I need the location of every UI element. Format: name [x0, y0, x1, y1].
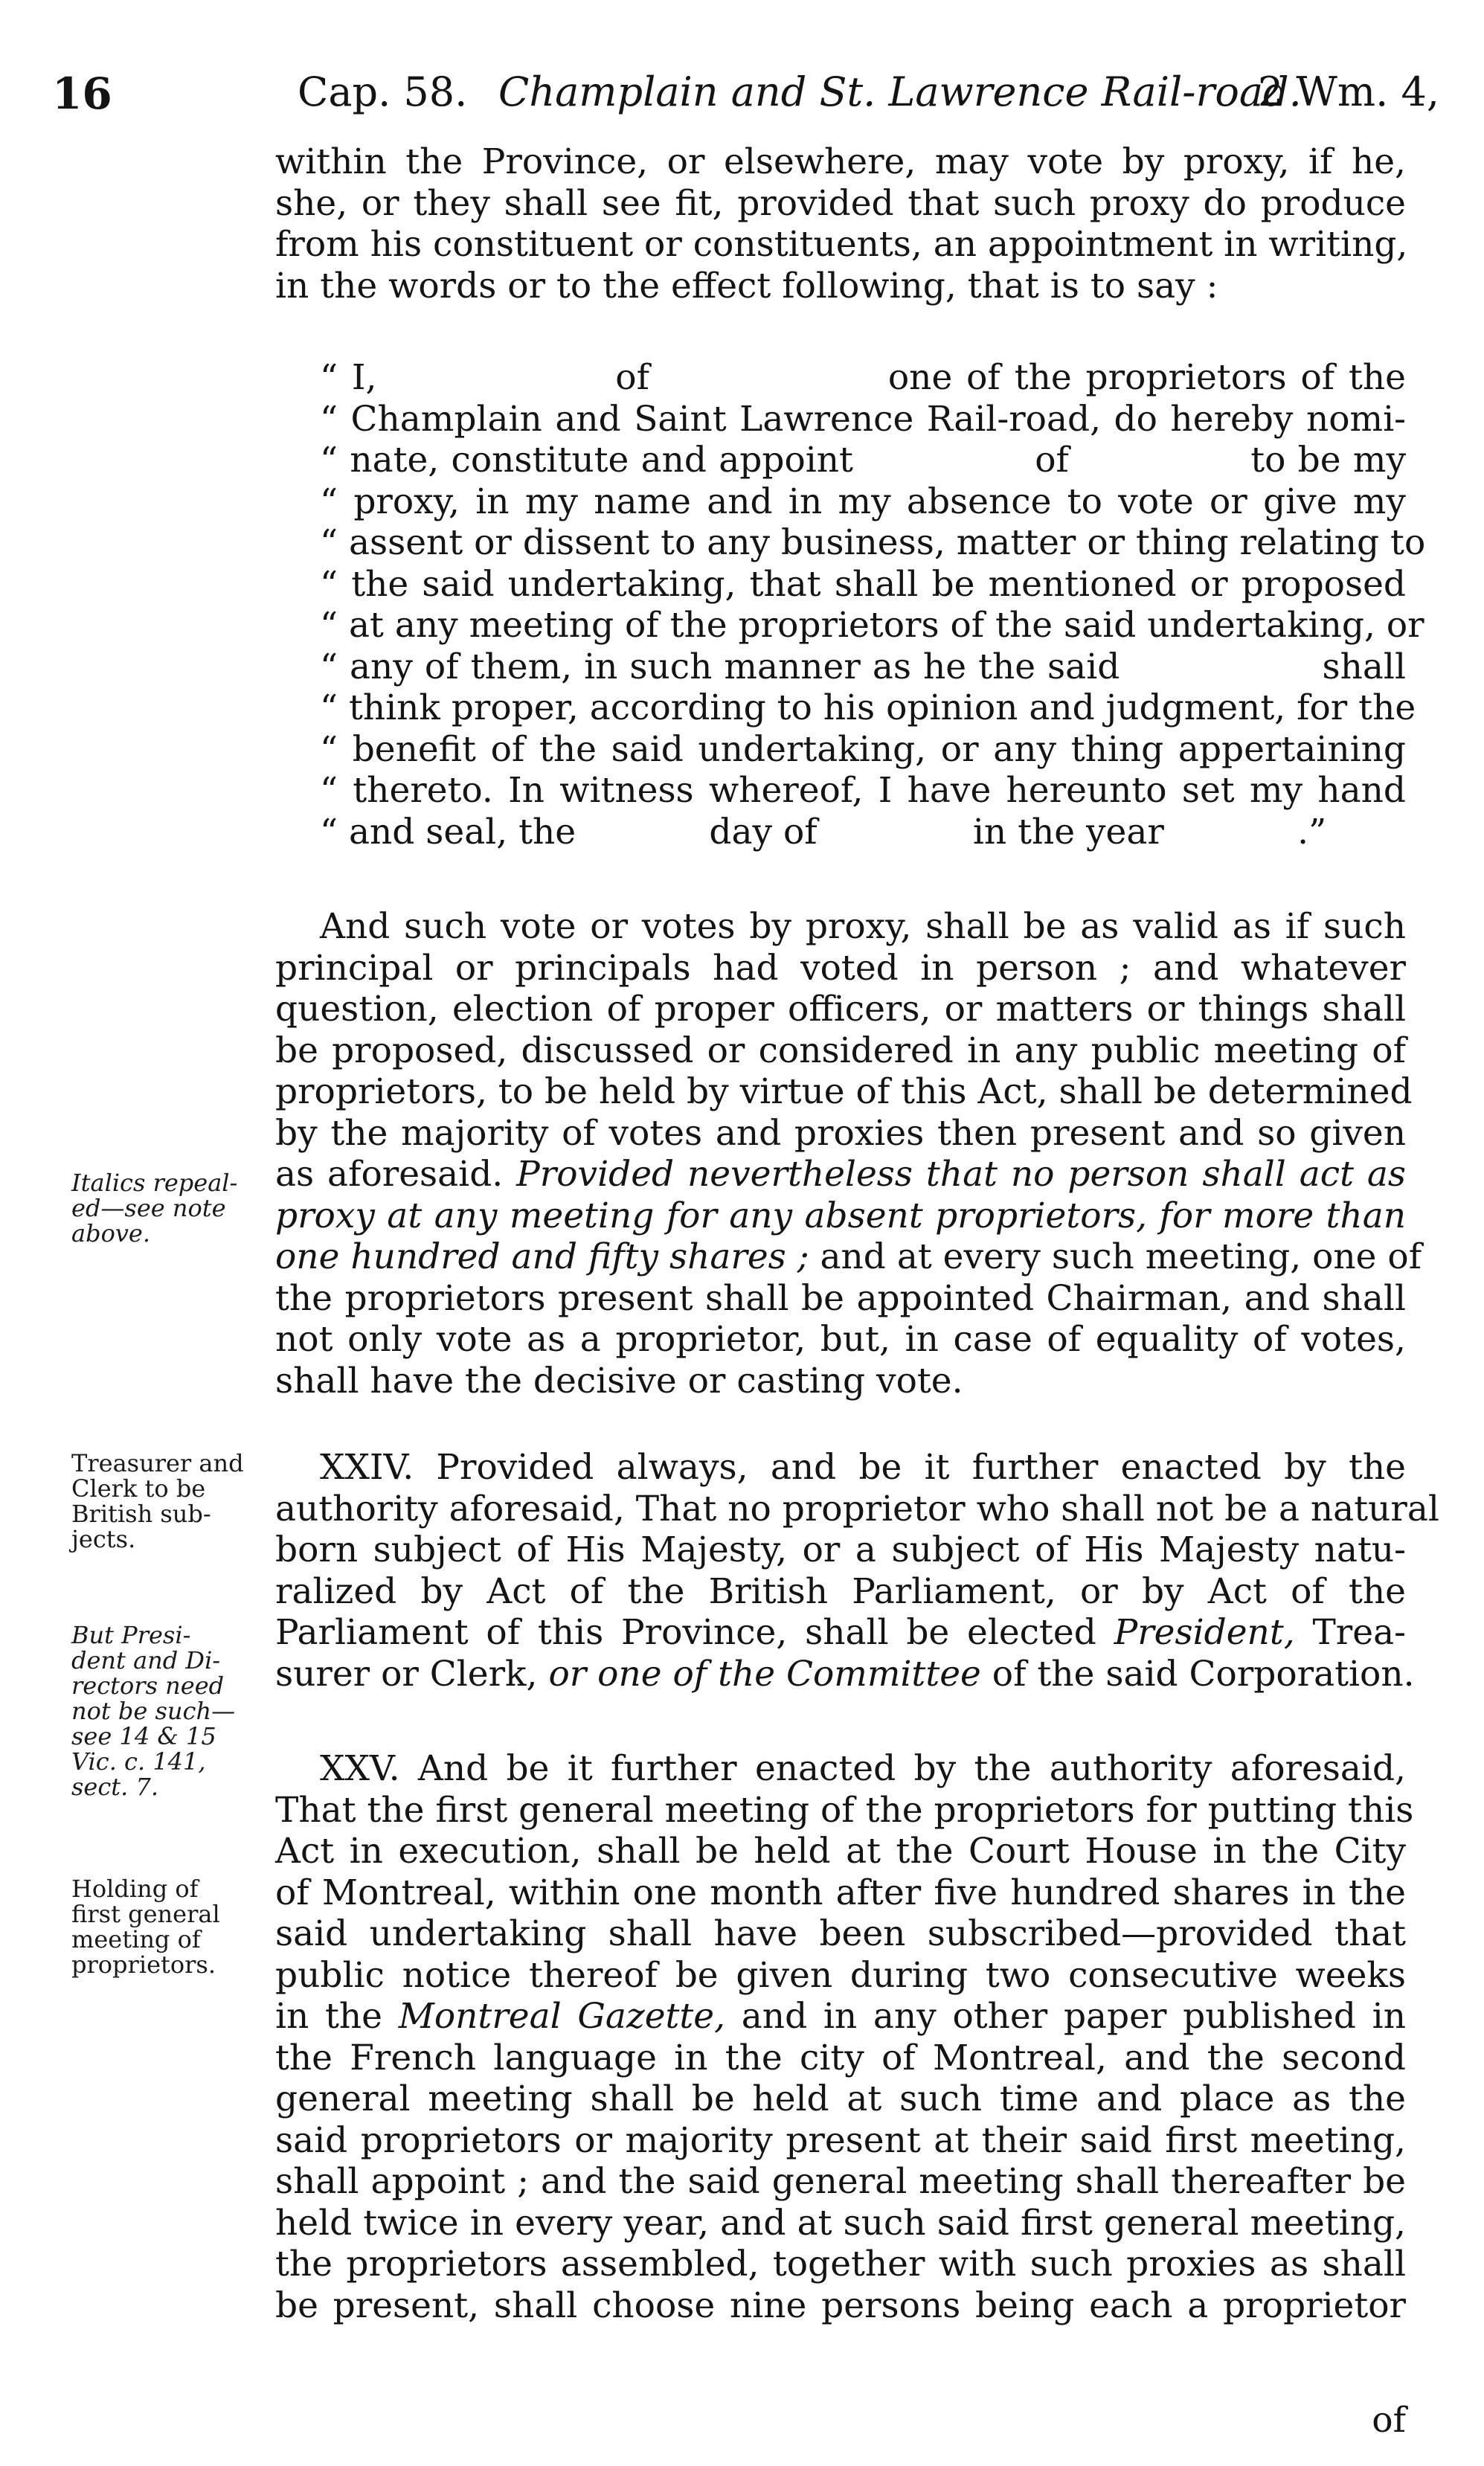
page-header: [52, 68, 1439, 121]
text-line: the proprietors present shall be appointed Chairman, and shall: [275, 1277, 1406, 1319]
form-line: “ Champlain and Saint Lawrence Rail-road, do hereby nomi-: [320, 398, 1406, 440]
note-line: Vic. c. 141,: [71, 1747, 206, 1776]
text-run: and at every such meeting, one of: [820, 1236, 1422, 1277]
text-line: born subject of His Majesty, or a subject of His Majesty natu-: [275, 1529, 1406, 1570]
margin-note-treasurer-clerk: [71, 1451, 272, 1552]
intro-paragraph: [275, 141, 1406, 306]
italic-run: Provided nevertheless that no person shall act as: [516, 1154, 1406, 1195]
text-line: held twice in every year, and at such said first general meeting,: [275, 2202, 1406, 2244]
italic-run: or one of the Committee: [548, 1653, 981, 1695]
section-25: [275, 1748, 1414, 2326]
section-heading-line: XXV. And be it further enacted by the authority aforesaid,: [320, 1748, 1406, 1789]
text-line: be present, shall choose nine persons being each a proprietor: [275, 2284, 1406, 2326]
text-line: not only vote as a proprietor, but, in case of equality of votes,: [275, 1319, 1406, 1360]
note-line: British sub-: [71, 1500, 211, 1528]
form-line: “ assent or dissent to any business, matter or thing relating to: [320, 522, 1426, 563]
text-line: And such vote or votes by proxy, shall be as valid as if such: [320, 906, 1406, 947]
text-line: be proposed, discussed or considered in any public meeting of: [275, 1030, 1406, 1071]
text-line: proprietors, to be held by virtue of this Act, shall be determined: [275, 1071, 1413, 1112]
italic-run: Montreal Gazette,: [398, 1996, 726, 2037]
form-line: “ benefit of the said undertaking, or any thing appertaining: [320, 728, 1406, 770]
text-line: [275, 1996, 1406, 2038]
text-run: in the: [275, 1996, 382, 2037]
margin-note-but-president: [71, 1622, 272, 1799]
text-line: That the first general meeting of the proprietors for putting this: [275, 1789, 1414, 1831]
form-line: “ thereto. In witness whereof, I have hereunto set my hand: [320, 770, 1406, 811]
text-line: general meeting shall be held at such time and place as the: [275, 2078, 1406, 2119]
note-line: meeting of: [71, 1925, 201, 1953]
form-line: “ any of them, in such manner as he the said shall: [320, 646, 1406, 687]
text-run: as aforesaid.: [275, 1154, 504, 1195]
italic-line: proxy at any meeting for any absent proprietors, for more than: [275, 1195, 1406, 1236]
section-24: [275, 1447, 1439, 1695]
text-line: ralized by Act of the British Parliament, or by Act of the: [275, 1570, 1406, 1612]
note-line: Clerk to be: [71, 1474, 206, 1503]
text-line: [275, 1612, 1406, 1654]
form-line: “ think proper, according to his opinion and judgment, for the: [320, 687, 1416, 728]
text-line: from his constituent or constituents, an appointment in writing,: [275, 224, 1408, 265]
text-run: of the said Corporation.: [992, 1653, 1415, 1695]
note-line: sect. 7.: [71, 1773, 159, 1801]
text-run: surer or Clerk,: [275, 1653, 538, 1695]
note-line: Treasurer and: [71, 1449, 244, 1477]
text-line: principal or principals had voted in person ; and whatever: [275, 947, 1406, 989]
note-line: ed—see note: [71, 1194, 226, 1222]
text-line: shall have the decisive or casting vote.: [275, 1360, 963, 1401]
text-line: the French language in the city of Montreal, and the second: [275, 2037, 1406, 2078]
margin-note-holding-meeting: [71, 1876, 272, 1977]
text-line: the proprietors assembled, together with such proxies as shall: [275, 2244, 1406, 2284]
text-run: Trea-: [1312, 1612, 1406, 1653]
text-line: [275, 1653, 1415, 1695]
form-line: “ the said undertaking, that shall be mentioned or proposed: [320, 563, 1406, 605]
form-line: “ proxy, in my name and in my absence to vote or give my: [320, 481, 1406, 522]
note-line: dent and Di-: [71, 1646, 221, 1674]
text-line: of Montreal, within one month after five hundred shares in the: [275, 1872, 1406, 1913]
catchword: of: [1372, 2400, 1406, 2441]
text-line: within the Province, or elsewhere, may vote by proxy, if he,: [275, 141, 1406, 182]
proxy-paragraph: [275, 906, 1422, 1401]
note-line: jects.: [71, 1525, 136, 1553]
form-line: “ and seal, the day of in the year .”: [320, 811, 1327, 852]
proxy-form: [320, 357, 1426, 852]
italic-run: President,: [1114, 1612, 1295, 1653]
regnal-year: 2 Wm. 4,: [1257, 68, 1439, 115]
note-line: see 14 & 15: [71, 1722, 216, 1750]
text-line: [275, 1154, 1406, 1195]
note-line: Italics repeal-: [71, 1169, 238, 1197]
text-run: and in any other paper published in: [741, 1996, 1406, 2037]
margin-note-italics-repealed: [71, 1170, 272, 1246]
note-line: But Presi-: [71, 1621, 191, 1649]
note-line: proprietors.: [71, 1950, 216, 1979]
italic-run: one hundred and fifty shares ;: [275, 1236, 809, 1277]
text-line: public notice thereof be given during two consecutive weeks: [275, 1954, 1406, 1996]
text-line: by the majority of votes and proxies then present and so given: [275, 1112, 1406, 1154]
text-line: shall appoint ; and the said general meeting shall thereafter be: [275, 2161, 1406, 2202]
text-line: question, election of proper officers, or matters or things shall: [275, 989, 1406, 1030]
note-line: above.: [71, 1219, 151, 1248]
text-line: said proprietors or majority present at their said first meeting,: [275, 2119, 1406, 2161]
text-line: she, or they shall see fit, provided that such proxy do produce: [275, 182, 1406, 224]
text-line: Act in execution, shall be held at the Court House in the City: [275, 1831, 1406, 1872]
text-run: Parliament of this Province, shall be elected: [275, 1612, 1096, 1653]
running-title: Champlain and St. Lawrence Rail-road.: [498, 68, 1302, 115]
text-line: [275, 1236, 1422, 1278]
text-line: in the words or to the effect following, that is to say :: [275, 265, 1218, 306]
form-line: “ nate, constitute and appoint of to be my: [320, 440, 1406, 481]
text-line: authority aforesaid, That no proprietor who shall not be a natural: [275, 1488, 1439, 1529]
note-line: Holding of: [71, 1875, 199, 1903]
page-number: 16: [52, 68, 112, 119]
note-line: not be such—: [71, 1697, 236, 1725]
text-line: said undertaking shall have been subscribed—provided that: [275, 1913, 1406, 1954]
note-line: rectors need: [71, 1672, 225, 1700]
form-line: “ I, of one of the proprietors of the: [320, 357, 1406, 398]
section-heading-line: XXIV. Provided always, and be it further enacted by the: [320, 1447, 1406, 1488]
form-line: “ at any meeting of the proprietors of the said undertaking, or: [320, 605, 1424, 646]
chapter-label: Cap. 58.: [298, 68, 468, 115]
note-line: first general: [71, 1900, 220, 1928]
